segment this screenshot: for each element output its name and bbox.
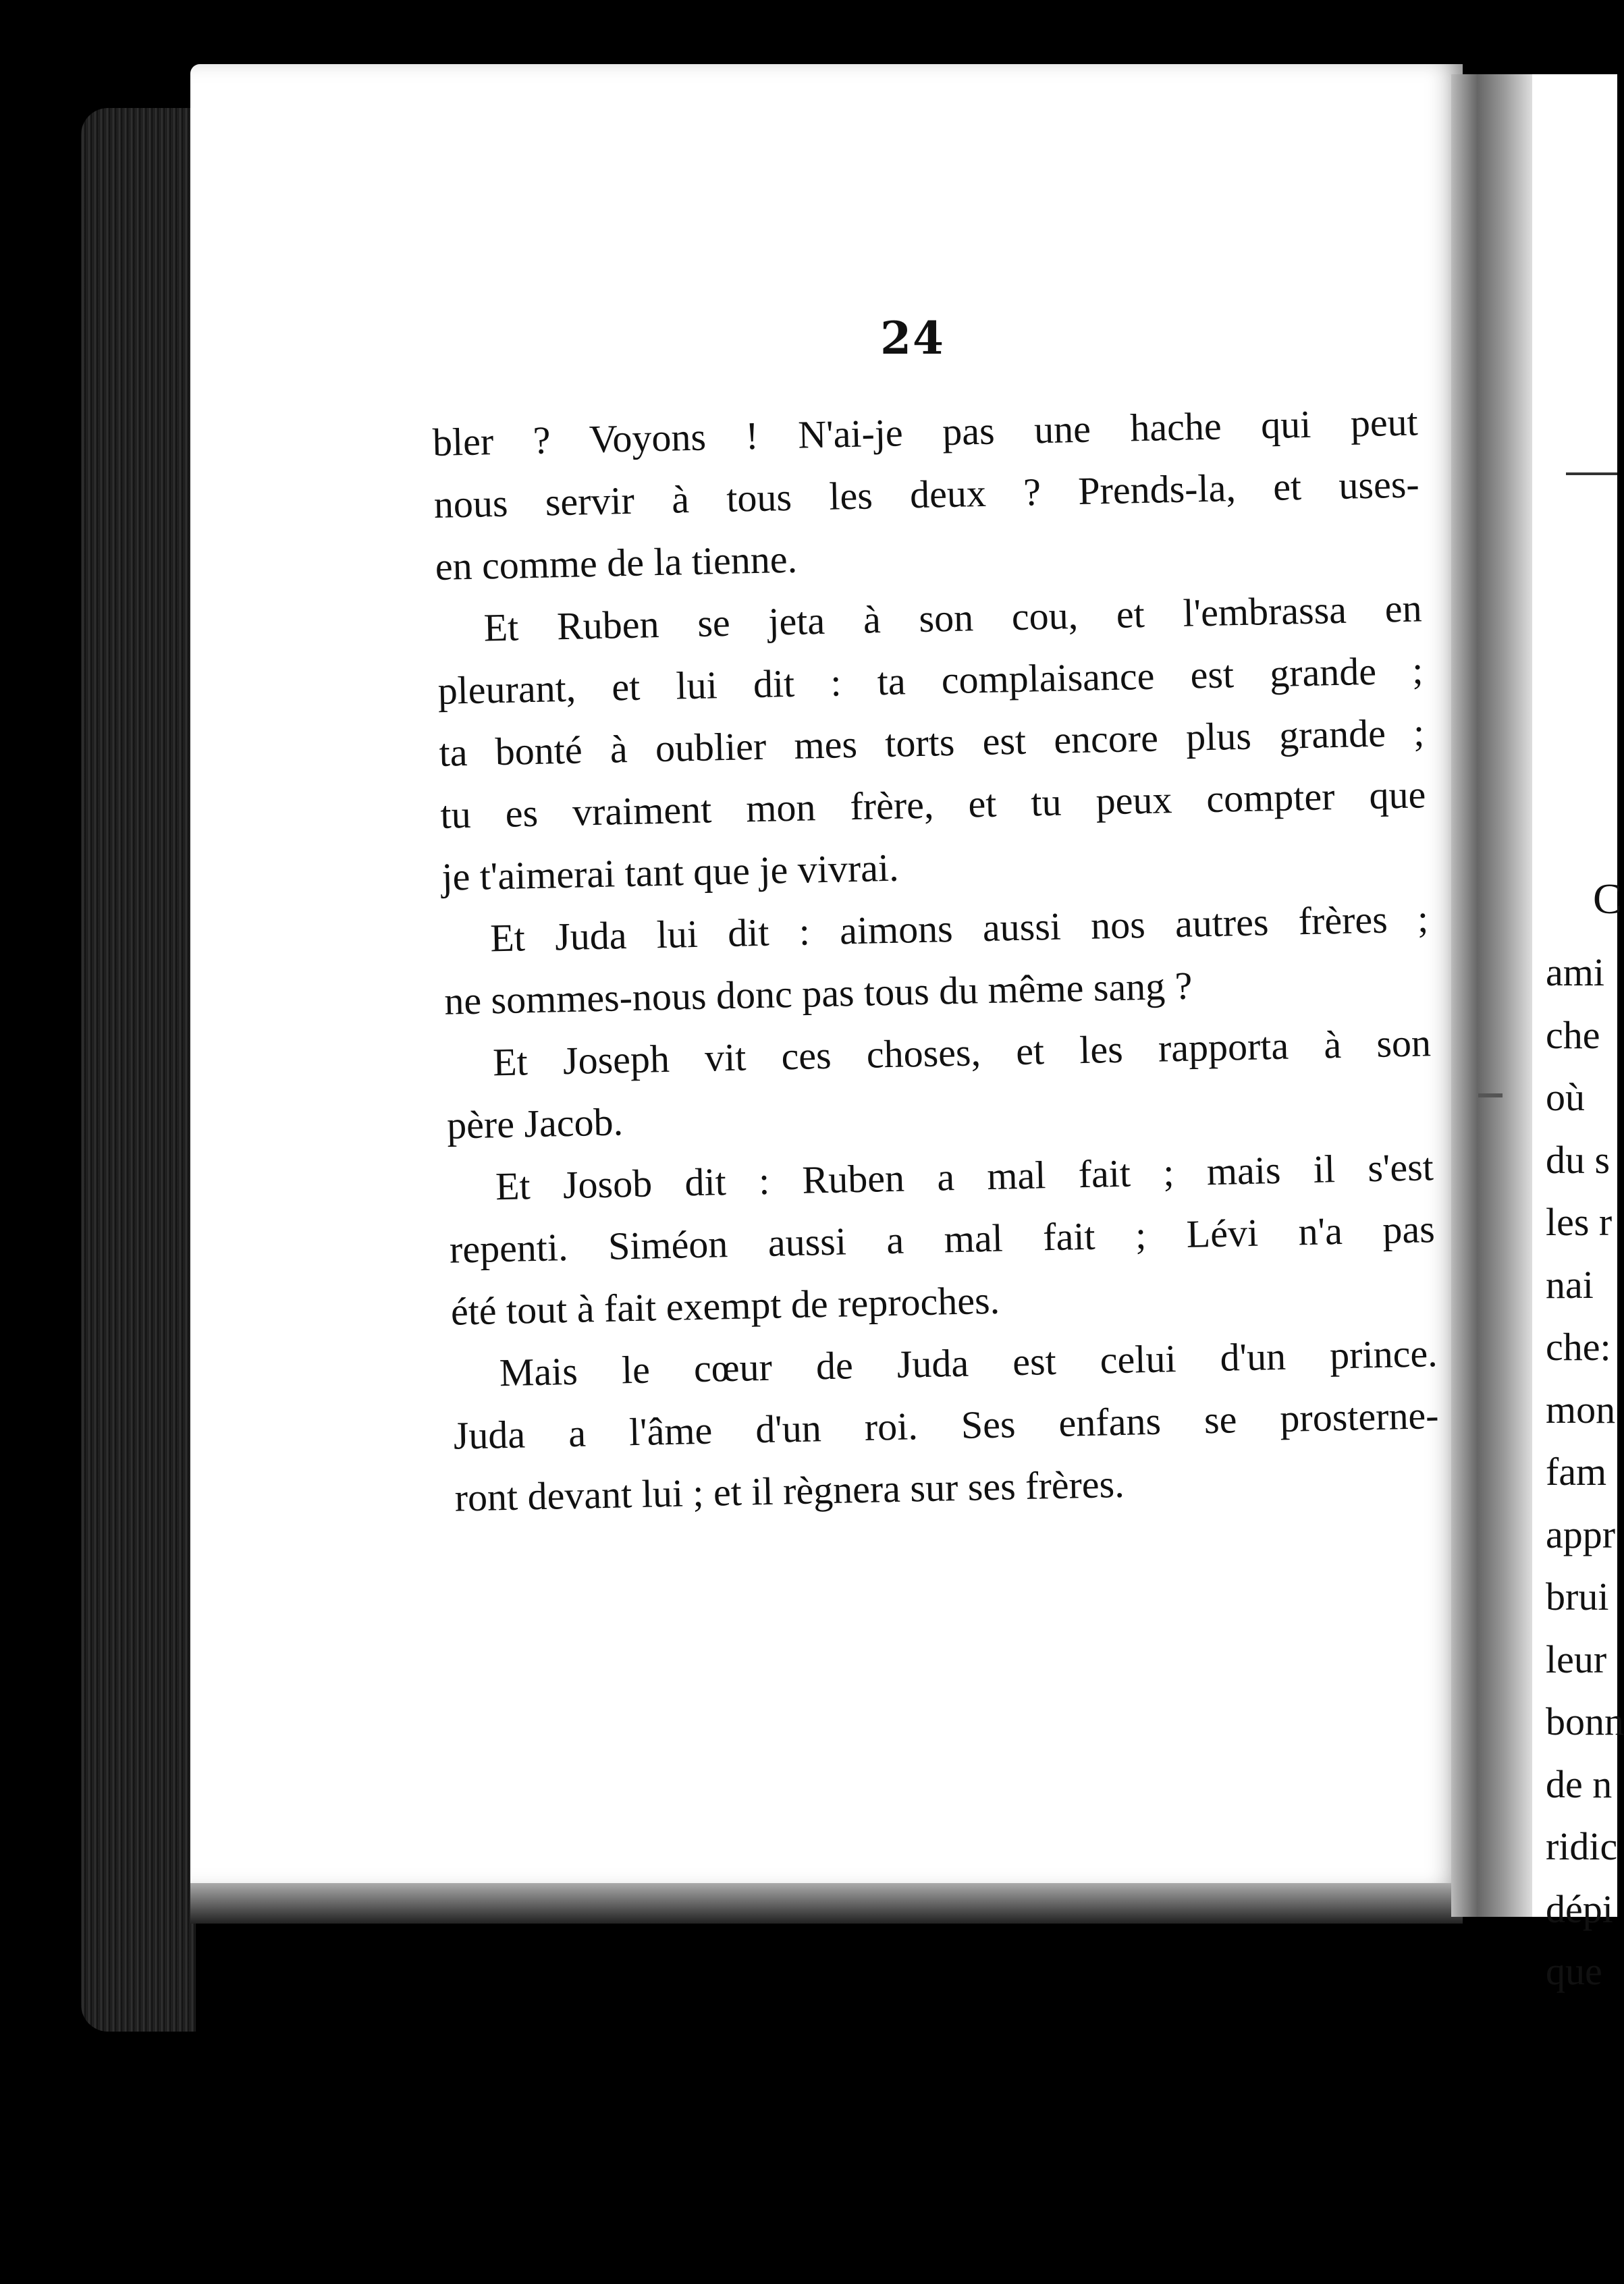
text-line: je t'aimerai tant que je vivrai.	[441, 845, 900, 899]
fragment-line: bonn	[1546, 1700, 1624, 1743]
text-line: Et Ruben se jeta à son cou, et l'embrassa en	[483, 586, 1423, 650]
book-gutter	[1451, 74, 1539, 1917]
right-page-initial: C	[1593, 875, 1622, 923]
book-page-edges	[81, 108, 196, 2032]
fragment-line: de n	[1546, 1762, 1613, 1806]
text-line: repenti. Siméon aussi a mal fait ; Lévi n'a pas	[449, 1207, 1436, 1272]
fragment-line: leur	[1546, 1637, 1607, 1681]
fragment-line: brui	[1546, 1575, 1609, 1619]
fragment-line: du s	[1546, 1137, 1611, 1182]
text-line: père Jacob.	[446, 1099, 624, 1147]
text-line: ne sommes-nous donc pas tous du même sang ?	[443, 963, 1193, 1023]
text-line: Juda a l'âme d'un roi. Ses enfans se prosterne-	[453, 1393, 1440, 1458]
text-line: Et Joseph vit ces choses, et les rapporta à son	[492, 1021, 1432, 1085]
fragment-line: appr	[1546, 1512, 1616, 1556]
page-number: 24	[880, 312, 945, 364]
fragment-line: che	[1546, 1012, 1600, 1057]
body-text	[432, 391, 1440, 1529]
text-line: Et Josob dit : Ruben a mal fait ; mais il s'est	[495, 1145, 1434, 1209]
fragment-line: où	[1546, 1075, 1585, 1119]
right-page-text	[1546, 942, 1624, 2003]
text-line: en comme de la tienne.	[435, 537, 798, 589]
fragment-line: fam	[1546, 1450, 1607, 1494]
fragment-line: ridic	[1546, 1824, 1618, 1868]
text-line: bler ? Voyons ! N'ai-je pas une hache qui peut	[432, 400, 1419, 464]
text-line: pleurant, et lui dit : ta complaisance est grande ;	[437, 648, 1424, 713]
text-line: ront devant lui ; et il règnera sur ses frères.	[454, 1461, 1125, 1520]
fragment-line: mon	[1546, 1387, 1616, 1432]
page-bottom-shadow	[190, 1883, 1463, 1924]
text-line: Et Juda lui dit : aimons aussi nos autres frères ;	[489, 896, 1429, 960]
right-page-rule	[1566, 472, 1617, 475]
text-line: ta bonté à oublier mes torts est encore plus grande ;	[438, 710, 1425, 775]
text-line: Mais le cœur de Juda est celui d'un prince.	[499, 1331, 1438, 1395]
fragment-line: che:	[1546, 1325, 1611, 1369]
gutter-dash	[1478, 1093, 1503, 1097]
fragment-line: nai	[1546, 1262, 1594, 1307]
fragment-line: les r	[1546, 1200, 1613, 1244]
text-line: tu es vraiment mon frère, et tu peux compter que	[439, 772, 1426, 837]
fragment-line: ami	[1546, 950, 1604, 994]
fragment-line: dépi	[1546, 1886, 1613, 1931]
text-line: été tout à fait exempt de reproches.	[450, 1278, 1000, 1334]
fragment-line: que	[1546, 1949, 1602, 1993]
text-line: nous servir à tous les deux ? Prends-la, et uses-	[433, 462, 1420, 526]
